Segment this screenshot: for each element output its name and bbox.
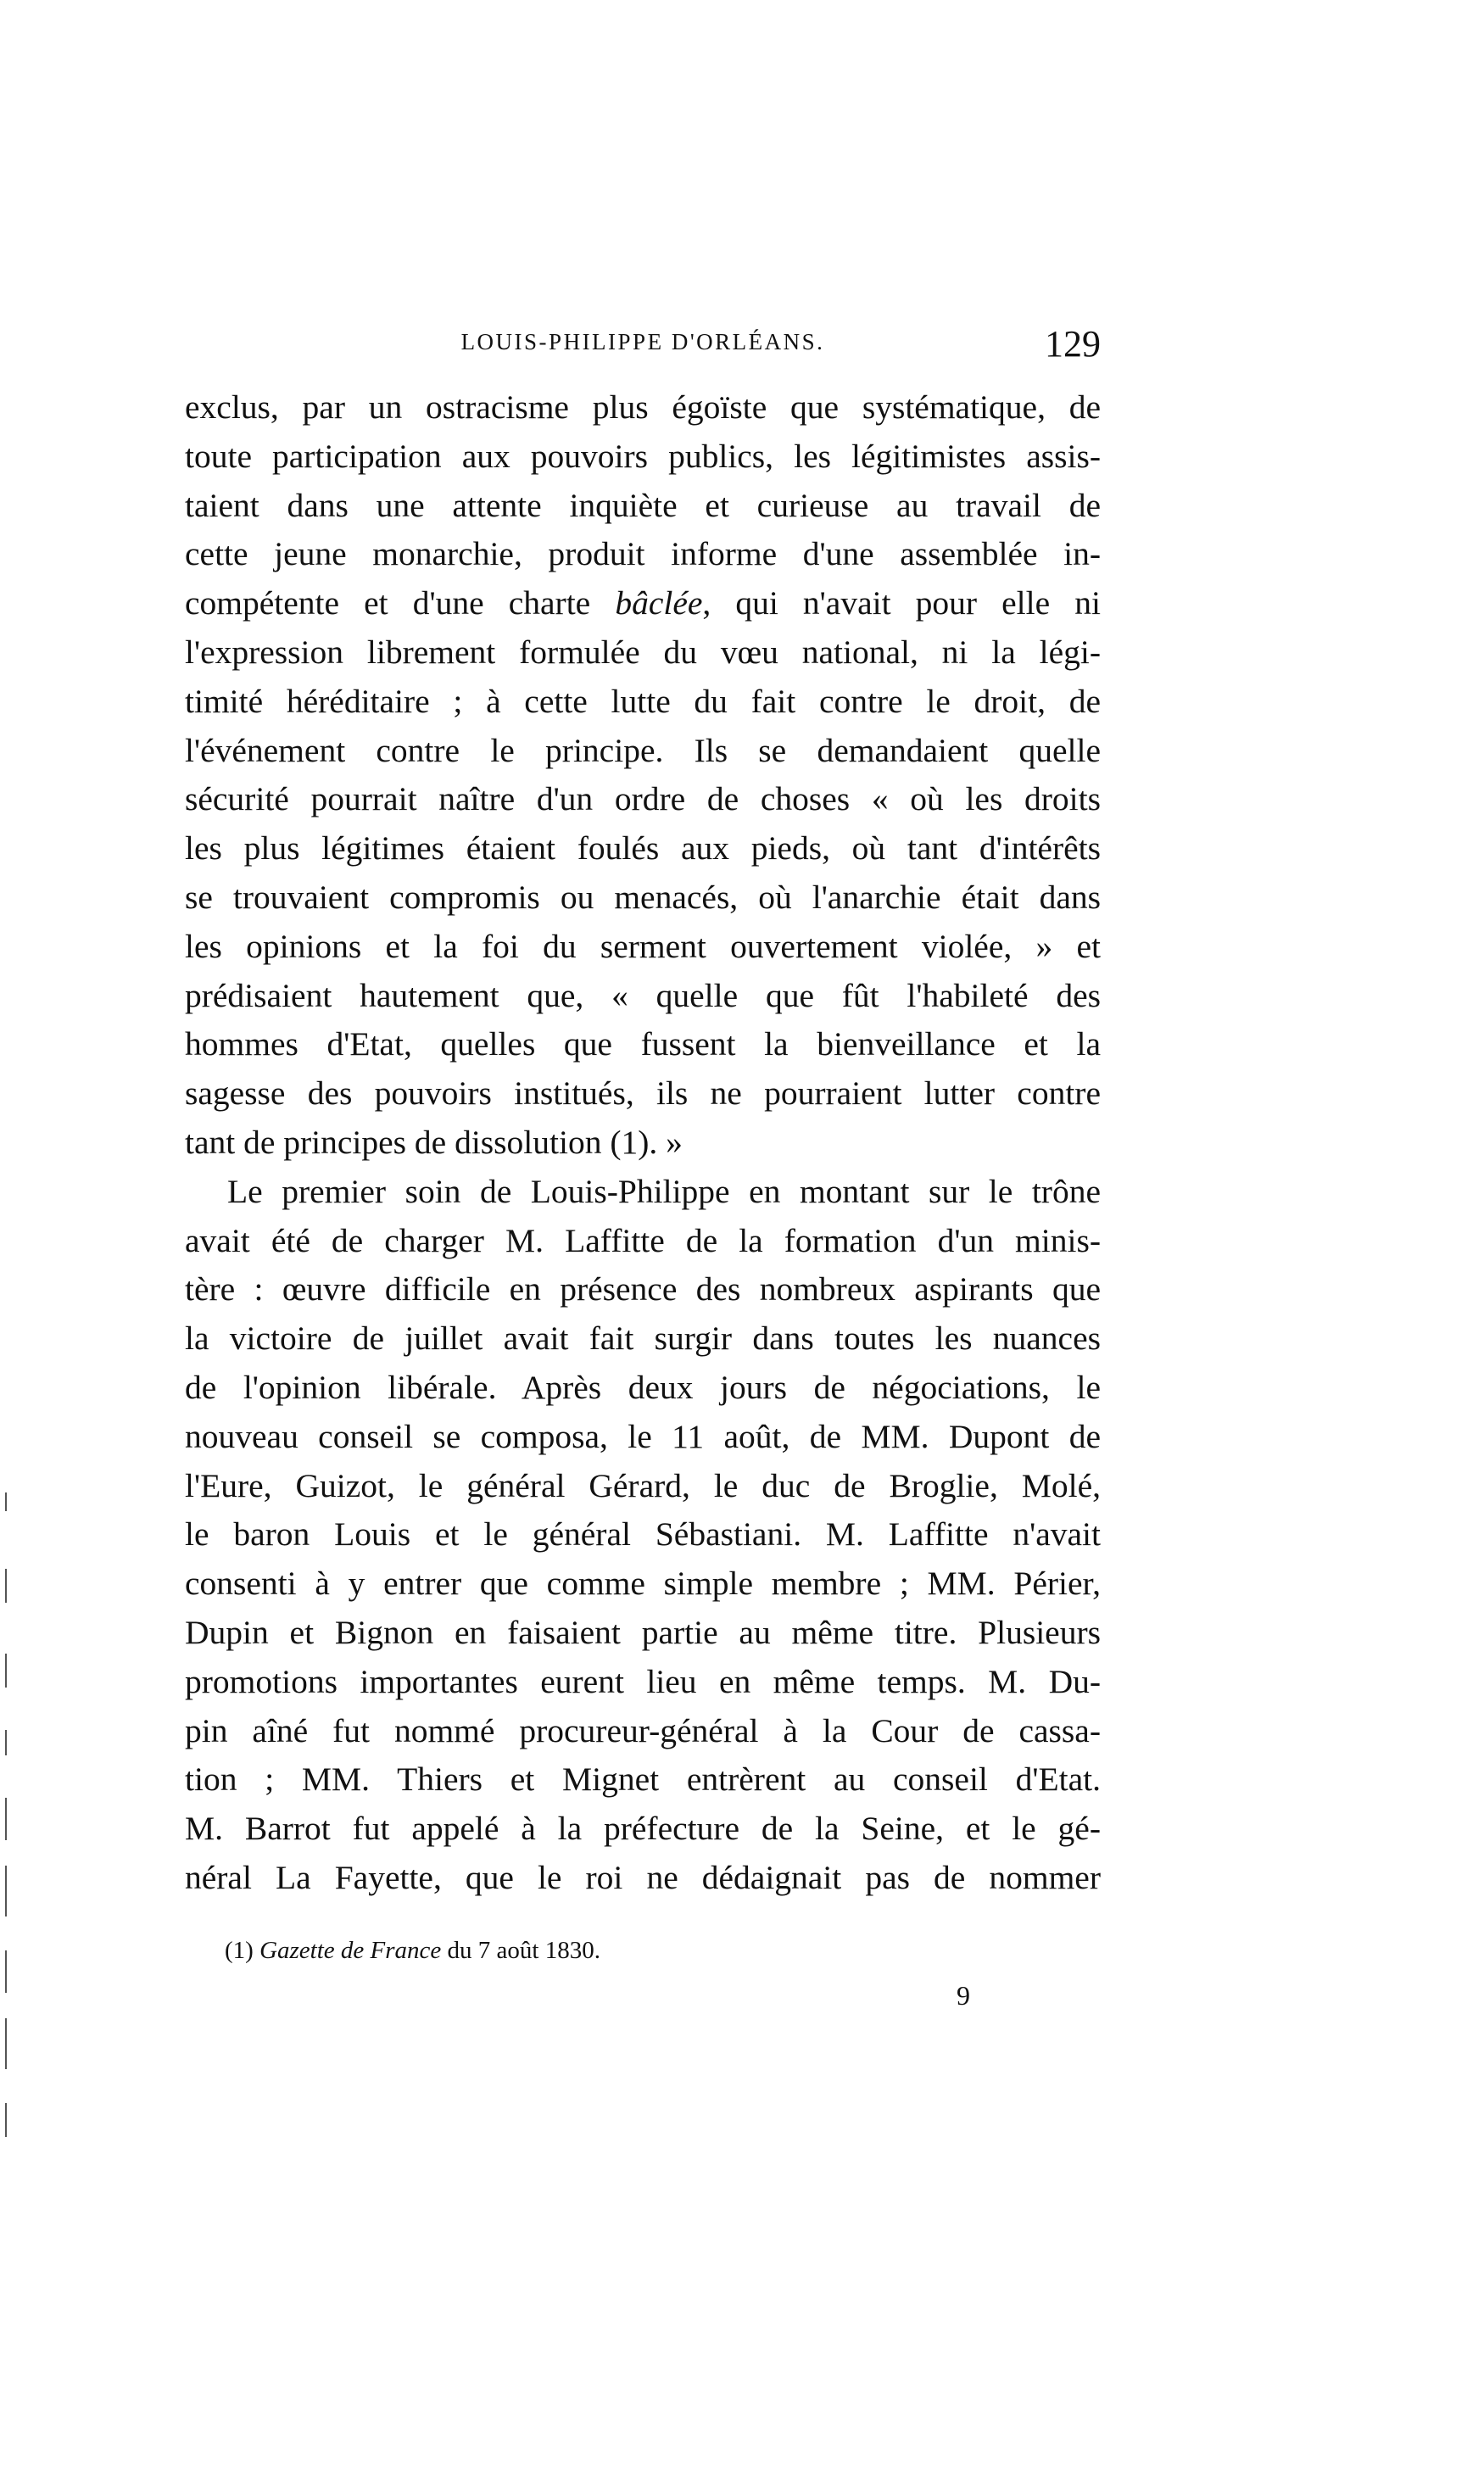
body-text bbox=[185, 383, 1101, 1903]
text-segment: taient dans une attente inquiète et curieuse au travail de bbox=[185, 486, 1101, 524]
footnote-source: Gazette de France bbox=[259, 1937, 442, 1964]
text-line bbox=[185, 824, 1101, 873]
text-line bbox=[185, 1413, 1101, 1462]
text-segment: compétente et d'une charte bbox=[185, 584, 616, 622]
text-line bbox=[185, 628, 1101, 678]
scan-mark bbox=[5, 1866, 7, 1916]
text-segment: l'expression librement formulée du vœu national, ni la légi- bbox=[185, 633, 1101, 671]
text-line bbox=[185, 1265, 1101, 1314]
text-segment: se trouvaient compromis ou menacés, où l'anarchie était dans bbox=[185, 878, 1101, 916]
scan-mark bbox=[5, 2103, 7, 2137]
text-line bbox=[185, 1462, 1101, 1511]
text-line bbox=[185, 579, 1101, 628]
text-segment: sagesse des pouvoirs institués, ils ne pourraient lutter contre bbox=[185, 1074, 1101, 1113]
text-segment: toute participation aux pouvoirs publics, les légitimistes assis- bbox=[185, 437, 1101, 475]
text-segment: l'événement contre le principe. Ils se demandaient quelle bbox=[185, 731, 1101, 769]
text-line bbox=[185, 432, 1101, 482]
text-segment: hommes d'Etat, quelles que fussent la bienveillance et la bbox=[185, 1025, 1101, 1063]
text-segment: consenti à y entrer que comme simple membre ; MM. Périer, bbox=[185, 1565, 1101, 1603]
text-line bbox=[185, 383, 1101, 432]
page-number: 129 bbox=[1045, 323, 1101, 365]
text-line bbox=[185, 727, 1101, 776]
text-line bbox=[185, 1069, 1101, 1119]
scan-mark bbox=[5, 1950, 7, 1993]
text-segment: la victoire de juillet avait fait surgir dans toutes les nuances bbox=[185, 1319, 1101, 1358]
text-line bbox=[185, 1755, 1101, 1805]
text-line bbox=[185, 1805, 1101, 1854]
text-segment: cette jeune monarchie, produit informe d'une assemblée in- bbox=[185, 535, 1101, 573]
text-segment: néral La Fayette, que le roi ne dédaignait pas de nommer bbox=[185, 1858, 1101, 1896]
text-segment: sécurité pourrait naître d'un ordre de choses « où les droits bbox=[185, 780, 1101, 818]
text-segment: , qui n'avait pour elle ni bbox=[702, 584, 1101, 622]
text-segment: tion ; MM. Thiers et Mignet entrèrent au conseil d'Etat. bbox=[185, 1760, 1101, 1799]
text-line bbox=[185, 1314, 1101, 1364]
text-line bbox=[185, 1510, 1101, 1559]
scan-mark bbox=[5, 2018, 7, 2069]
footnote-rest: du 7 août 1830. bbox=[447, 1937, 600, 1964]
text-line bbox=[185, 1658, 1101, 1707]
text-segment: les opinions et la foi du serment ouvertement violée, » et bbox=[185, 927, 1101, 965]
text-segment: de l'opinion libérale. Après deux jours de négociations, le bbox=[185, 1368, 1101, 1406]
signature-mark: 9 bbox=[957, 1980, 970, 2011]
text-segment: Dupin et Bignon en faisaient partie au même titre. Plusieurs bbox=[185, 1613, 1101, 1651]
running-head bbox=[185, 322, 1101, 365]
text-segment: promotions importantes eurent lieu en même temps. M. Du- bbox=[185, 1662, 1101, 1700]
text-line bbox=[185, 923, 1101, 972]
scan-mark bbox=[5, 1492, 7, 1511]
scan-margin-marks bbox=[5, 1492, 10, 2256]
text-line bbox=[185, 1854, 1101, 1903]
text-segment: le baron Louis et le général Sébastiani. M. Laffitte n'avait bbox=[185, 1515, 1101, 1554]
text-line bbox=[185, 972, 1101, 1021]
scan-mark bbox=[5, 1654, 7, 1688]
text-line bbox=[185, 1609, 1101, 1658]
text-line bbox=[185, 1168, 1101, 1217]
text-line bbox=[185, 1119, 1101, 1168]
text-line bbox=[185, 1217, 1101, 1266]
text-line bbox=[185, 482, 1101, 531]
scan-mark bbox=[5, 1569, 7, 1603]
text-line bbox=[185, 1559, 1101, 1609]
text-segment: prédisaient hautement que, « quelle que fût l'habileté des bbox=[185, 976, 1101, 1014]
text-segment: l'Eure, Guizot, le général Gérard, le duc de Broglie, Molé, bbox=[185, 1466, 1101, 1504]
text-line bbox=[185, 873, 1101, 923]
text-line bbox=[185, 1364, 1101, 1413]
footnote-marker: (1) bbox=[225, 1937, 254, 1964]
italic-word: bâclée bbox=[615, 584, 703, 622]
text-line bbox=[185, 1020, 1101, 1069]
text-segment: avait été de charger M. Laffitte de la formation d'un minis- bbox=[185, 1221, 1101, 1259]
text-segment: M. Barrot fut appelé à la préfecture de la Seine, et le gé- bbox=[185, 1810, 1101, 1848]
text-line bbox=[185, 1707, 1101, 1756]
running-title: LOUIS-PHILIPPE D'ORLÉANS. bbox=[460, 329, 825, 354]
text-line bbox=[185, 678, 1101, 727]
text-segment: timité héréditaire ; à cette lutte du fait contre le droit, de bbox=[185, 682, 1101, 720]
scan-mark bbox=[5, 1798, 7, 1840]
text-segment: tère : œuvre difficile en présence des nombreux aspirants que bbox=[185, 1270, 1101, 1308]
scan-mark bbox=[5, 1730, 7, 1755]
text-segment: pin aîné fut nommé procureur-général à la Cour de cassa- bbox=[185, 1711, 1101, 1749]
text-line bbox=[185, 530, 1101, 579]
text-segment: exclus, par un ostracisme plus égoïste que systématique, de bbox=[185, 388, 1101, 426]
text-segment: nouveau conseil se composa, le 11 août, de MM. Dupont de bbox=[185, 1417, 1101, 1455]
footnote bbox=[225, 1933, 600, 1967]
text-segment: tant de principes de dissolution (1). » bbox=[185, 1123, 683, 1161]
text-segment: Le premier soin de Louis-Philippe en montant sur le trône bbox=[227, 1172, 1101, 1210]
text-segment: les plus légitimes étaient foulés aux pieds, où tant d'intérêts bbox=[185, 829, 1101, 868]
text-line bbox=[185, 775, 1101, 824]
